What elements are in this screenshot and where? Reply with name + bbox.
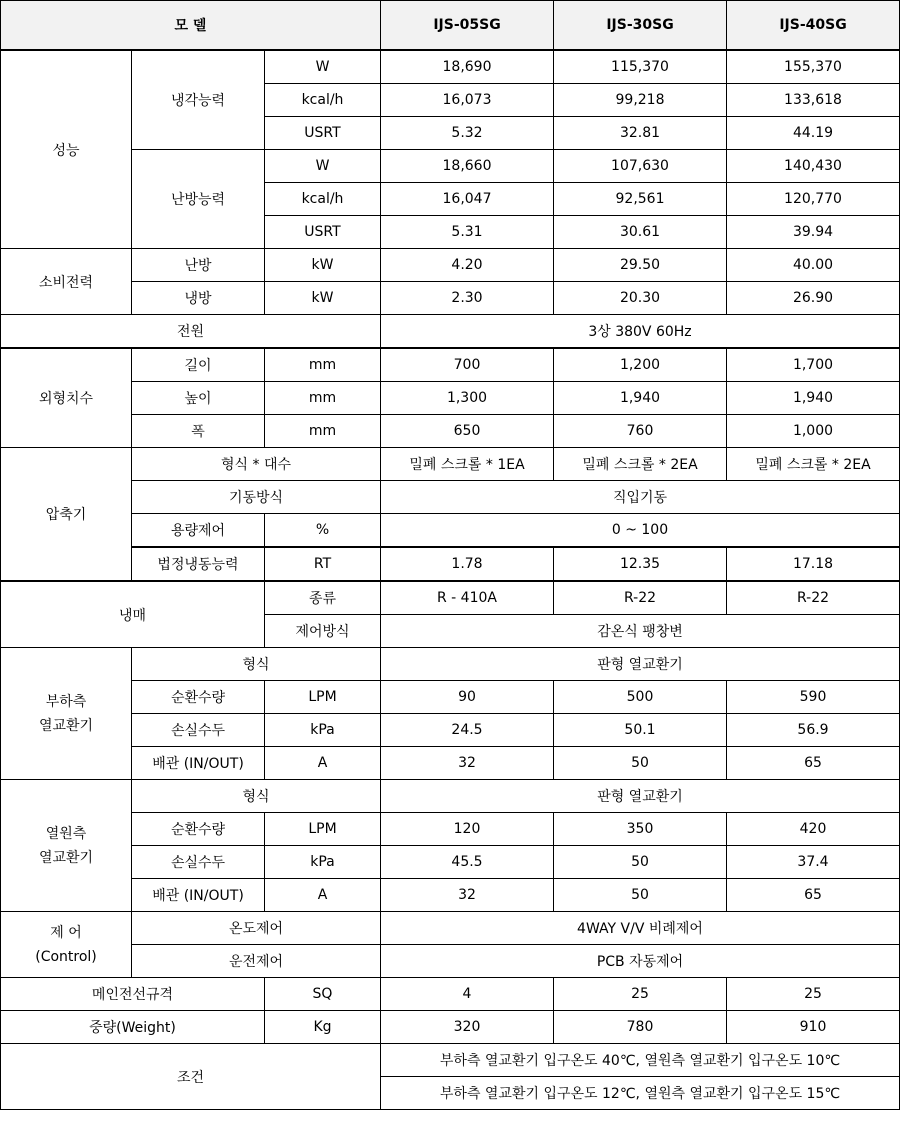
- value-cell: 25: [554, 978, 727, 1011]
- table-row: [1, 547, 900, 581]
- table-row: [1, 879, 900, 912]
- value-cell: 4WAY V/V 비례제어: [381, 912, 900, 945]
- supply-label: 전원: [1, 315, 381, 349]
- value-cell: 50.1: [554, 714, 727, 747]
- table-row: [1, 714, 900, 747]
- value-cell: 판형 열교환기: [381, 648, 900, 681]
- value-cell: 18,660: [381, 150, 554, 183]
- table-row: [1, 1044, 900, 1077]
- unit-cell: Kg: [265, 1011, 381, 1044]
- value-cell: 32: [381, 879, 554, 912]
- value-cell: 감온식 팽창변: [381, 615, 900, 648]
- model-header: 모 델: [1, 1, 381, 51]
- row-label: 길이: [132, 348, 265, 382]
- unit-cell: mm: [265, 382, 381, 415]
- power-label: 소비전력: [1, 249, 132, 315]
- table-row: [1, 249, 900, 282]
- conditions-label: 조건: [1, 1044, 381, 1110]
- value-cell: 92,561: [554, 183, 727, 216]
- row-label: 형식: [132, 648, 381, 681]
- value-cell: 17.18: [727, 547, 900, 581]
- table-row: [1, 978, 900, 1011]
- load-hx-label: [1, 648, 132, 780]
- value-cell: 18,690: [381, 50, 554, 84]
- value-cell: 140,430: [727, 150, 900, 183]
- model-ijs-30sg: IJS-30SG: [554, 1, 727, 51]
- unit-cell: LPM: [265, 813, 381, 846]
- cooling-capacity-label: 냉각능력: [132, 50, 265, 150]
- unit-cell: USRT: [265, 117, 381, 150]
- unit-cell: LPM: [265, 681, 381, 714]
- perf-label: 성능: [1, 50, 132, 249]
- value-cell: 16,047: [381, 183, 554, 216]
- row-label: 배관 (IN/OUT): [132, 879, 265, 912]
- value-cell: 500: [554, 681, 727, 714]
- row-label: 폭: [132, 415, 265, 448]
- value-cell: 밀폐 스크롤 * 2EA: [727, 448, 900, 481]
- value-cell: 4.20: [381, 249, 554, 282]
- control-label: [1, 912, 132, 978]
- value-cell: 50: [554, 846, 727, 879]
- unit-cell: USRT: [265, 216, 381, 249]
- value-cell: 65: [727, 747, 900, 780]
- table-row: [1, 282, 900, 315]
- load-hx-label-line1: 부하측: [45, 693, 87, 710]
- value-cell: 29.50: [554, 249, 727, 282]
- value-cell: 16,073: [381, 84, 554, 117]
- value-cell: 2.30: [381, 282, 554, 315]
- unit-cell: mm: [265, 348, 381, 382]
- value-cell: 24.5: [381, 714, 554, 747]
- value-cell: 50: [554, 879, 727, 912]
- value-cell: 25: [727, 978, 900, 1011]
- source-hx-label: [1, 780, 132, 912]
- unit-cell: kPa: [265, 846, 381, 879]
- refrigerant-label: 냉매: [1, 581, 265, 648]
- table-row: [1, 481, 900, 514]
- value-cell: 910: [727, 1011, 900, 1044]
- value-cell: 1,300: [381, 382, 554, 415]
- value-cell: 120,770: [727, 183, 900, 216]
- row-label: 배관 (IN/OUT): [132, 747, 265, 780]
- value-cell: 밀폐 스크롤 * 2EA: [554, 448, 727, 481]
- supply-value: 3상 380V 60Hz: [381, 315, 900, 349]
- value-cell: 20.30: [554, 282, 727, 315]
- value-cell: 0 ~ 100: [381, 514, 900, 548]
- condition-1: 부하측 열교환기 입구온도 40℃, 열원측 열교환기 입구온도 10℃: [381, 1044, 900, 1077]
- table-row: [1, 813, 900, 846]
- value-cell: 26.90: [727, 282, 900, 315]
- value-cell: R - 410A: [381, 581, 554, 615]
- unit-cell: mm: [265, 415, 381, 448]
- row-label: 순환수량: [132, 813, 265, 846]
- value-cell: 30.61: [554, 216, 727, 249]
- unit-cell: kW: [265, 282, 381, 315]
- value-cell: 115,370: [554, 50, 727, 84]
- unit-cell: A: [265, 879, 381, 912]
- header-row: [1, 1, 900, 51]
- table-row: [1, 945, 900, 978]
- value-cell: 90: [381, 681, 554, 714]
- table-row: [1, 681, 900, 714]
- unit-cell: %: [265, 514, 381, 548]
- unit-cell: W: [265, 50, 381, 84]
- unit-cell: W: [265, 150, 381, 183]
- condition-2: 부하측 열교환기 입구온도 12℃, 열원측 열교환기 입구온도 15℃: [381, 1077, 900, 1110]
- value-cell: 1,700: [727, 348, 900, 382]
- unit-cell: kcal/h: [265, 183, 381, 216]
- model-ijs-40sg: IJS-40SG: [727, 1, 900, 51]
- row-label: 운전제어: [132, 945, 381, 978]
- value-cell: 780: [554, 1011, 727, 1044]
- row-label: 법정냉동능력: [132, 547, 265, 581]
- row-label: 온도제어: [132, 912, 381, 945]
- table-row: [1, 780, 900, 813]
- value-cell: 44.19: [727, 117, 900, 150]
- table-row: [1, 315, 900, 349]
- value-cell: 133,618: [727, 84, 900, 117]
- row-label: 형식: [132, 780, 381, 813]
- row-label: 종류: [265, 581, 381, 615]
- value-cell: 1,940: [554, 382, 727, 415]
- row-label: 메인전선규격: [1, 978, 265, 1011]
- row-label: 난방: [132, 249, 265, 282]
- unit-cell: SQ: [265, 978, 381, 1011]
- value-cell: R-22: [727, 581, 900, 615]
- row-label: 높이: [132, 382, 265, 415]
- table-row: [1, 648, 900, 681]
- row-label: 제어방식: [265, 615, 381, 648]
- value-cell: 4: [381, 978, 554, 1011]
- value-cell: 590: [727, 681, 900, 714]
- table-row: [1, 448, 900, 481]
- row-label: 형식 * 대수: [132, 448, 381, 481]
- value-cell: 12.35: [554, 547, 727, 581]
- compressor-label: 압축기: [1, 448, 132, 582]
- heating-capacity-label: 난방능력: [132, 150, 265, 249]
- value-cell: 320: [381, 1011, 554, 1044]
- row-label: 냉방: [132, 282, 265, 315]
- source-hx-label-line2: 열교환기: [38, 849, 94, 866]
- table-row: [1, 747, 900, 780]
- value-cell: 107,630: [554, 150, 727, 183]
- unit-cell: kPa: [265, 714, 381, 747]
- row-label: 기동방식: [132, 481, 381, 514]
- value-cell: 56.9: [727, 714, 900, 747]
- row-label: 순환수량: [132, 681, 265, 714]
- value-cell: 1.78: [381, 547, 554, 581]
- value-cell: 700: [381, 348, 554, 382]
- value-cell: 350: [554, 813, 727, 846]
- value-cell: 판형 열교환기: [381, 780, 900, 813]
- control-label-line2: (Control): [35, 948, 97, 965]
- table-row: [1, 912, 900, 945]
- value-cell: 5.32: [381, 117, 554, 150]
- unit-cell: kcal/h: [265, 84, 381, 117]
- unit-cell: A: [265, 747, 381, 780]
- value-cell: 65: [727, 879, 900, 912]
- value-cell: 50: [554, 747, 727, 780]
- value-cell: 99,218: [554, 84, 727, 117]
- table-row: [1, 50, 900, 84]
- value-cell: 650: [381, 415, 554, 448]
- row-label: 용량제어: [132, 514, 265, 548]
- table-row: [1, 382, 900, 415]
- value-cell: 1,000: [727, 415, 900, 448]
- value-cell: 39.94: [727, 216, 900, 249]
- value-cell: 155,370: [727, 50, 900, 84]
- row-label: 손실수두: [132, 714, 265, 747]
- value-cell: 1,200: [554, 348, 727, 382]
- unit-cell: RT: [265, 547, 381, 581]
- model-ijs-05sg: IJS-05SG: [381, 1, 554, 51]
- value-cell: 420: [727, 813, 900, 846]
- table-row: [1, 415, 900, 448]
- table-row: [1, 846, 900, 879]
- table-row: [1, 150, 900, 183]
- value-cell: 1,940: [727, 382, 900, 415]
- value-cell: 37.4: [727, 846, 900, 879]
- value-cell: 120: [381, 813, 554, 846]
- table-row: [1, 514, 900, 548]
- dims-label: 외형치수: [1, 348, 132, 448]
- value-cell: PCB 자동제어: [381, 945, 900, 978]
- value-cell: 32.81: [554, 117, 727, 150]
- table-row: [1, 581, 900, 615]
- value-cell: 밀폐 스크롤 * 1EA: [381, 448, 554, 481]
- table-row: [1, 348, 900, 382]
- value-cell: 32: [381, 747, 554, 780]
- value-cell: 직입기동: [381, 481, 900, 514]
- row-label: 중량(Weight): [1, 1011, 265, 1044]
- value-cell: R-22: [554, 581, 727, 615]
- unit-cell: kW: [265, 249, 381, 282]
- value-cell: 5.31: [381, 216, 554, 249]
- row-label: 손실수두: [132, 846, 265, 879]
- value-cell: 40.00: [727, 249, 900, 282]
- load-hx-label-line2: 열교환기: [38, 717, 94, 734]
- value-cell: 760: [554, 415, 727, 448]
- control-label-line1: 제 어: [50, 924, 82, 941]
- source-hx-label-line1: 열원측: [45, 825, 87, 842]
- table-row: [1, 1011, 900, 1044]
- value-cell: 45.5: [381, 846, 554, 879]
